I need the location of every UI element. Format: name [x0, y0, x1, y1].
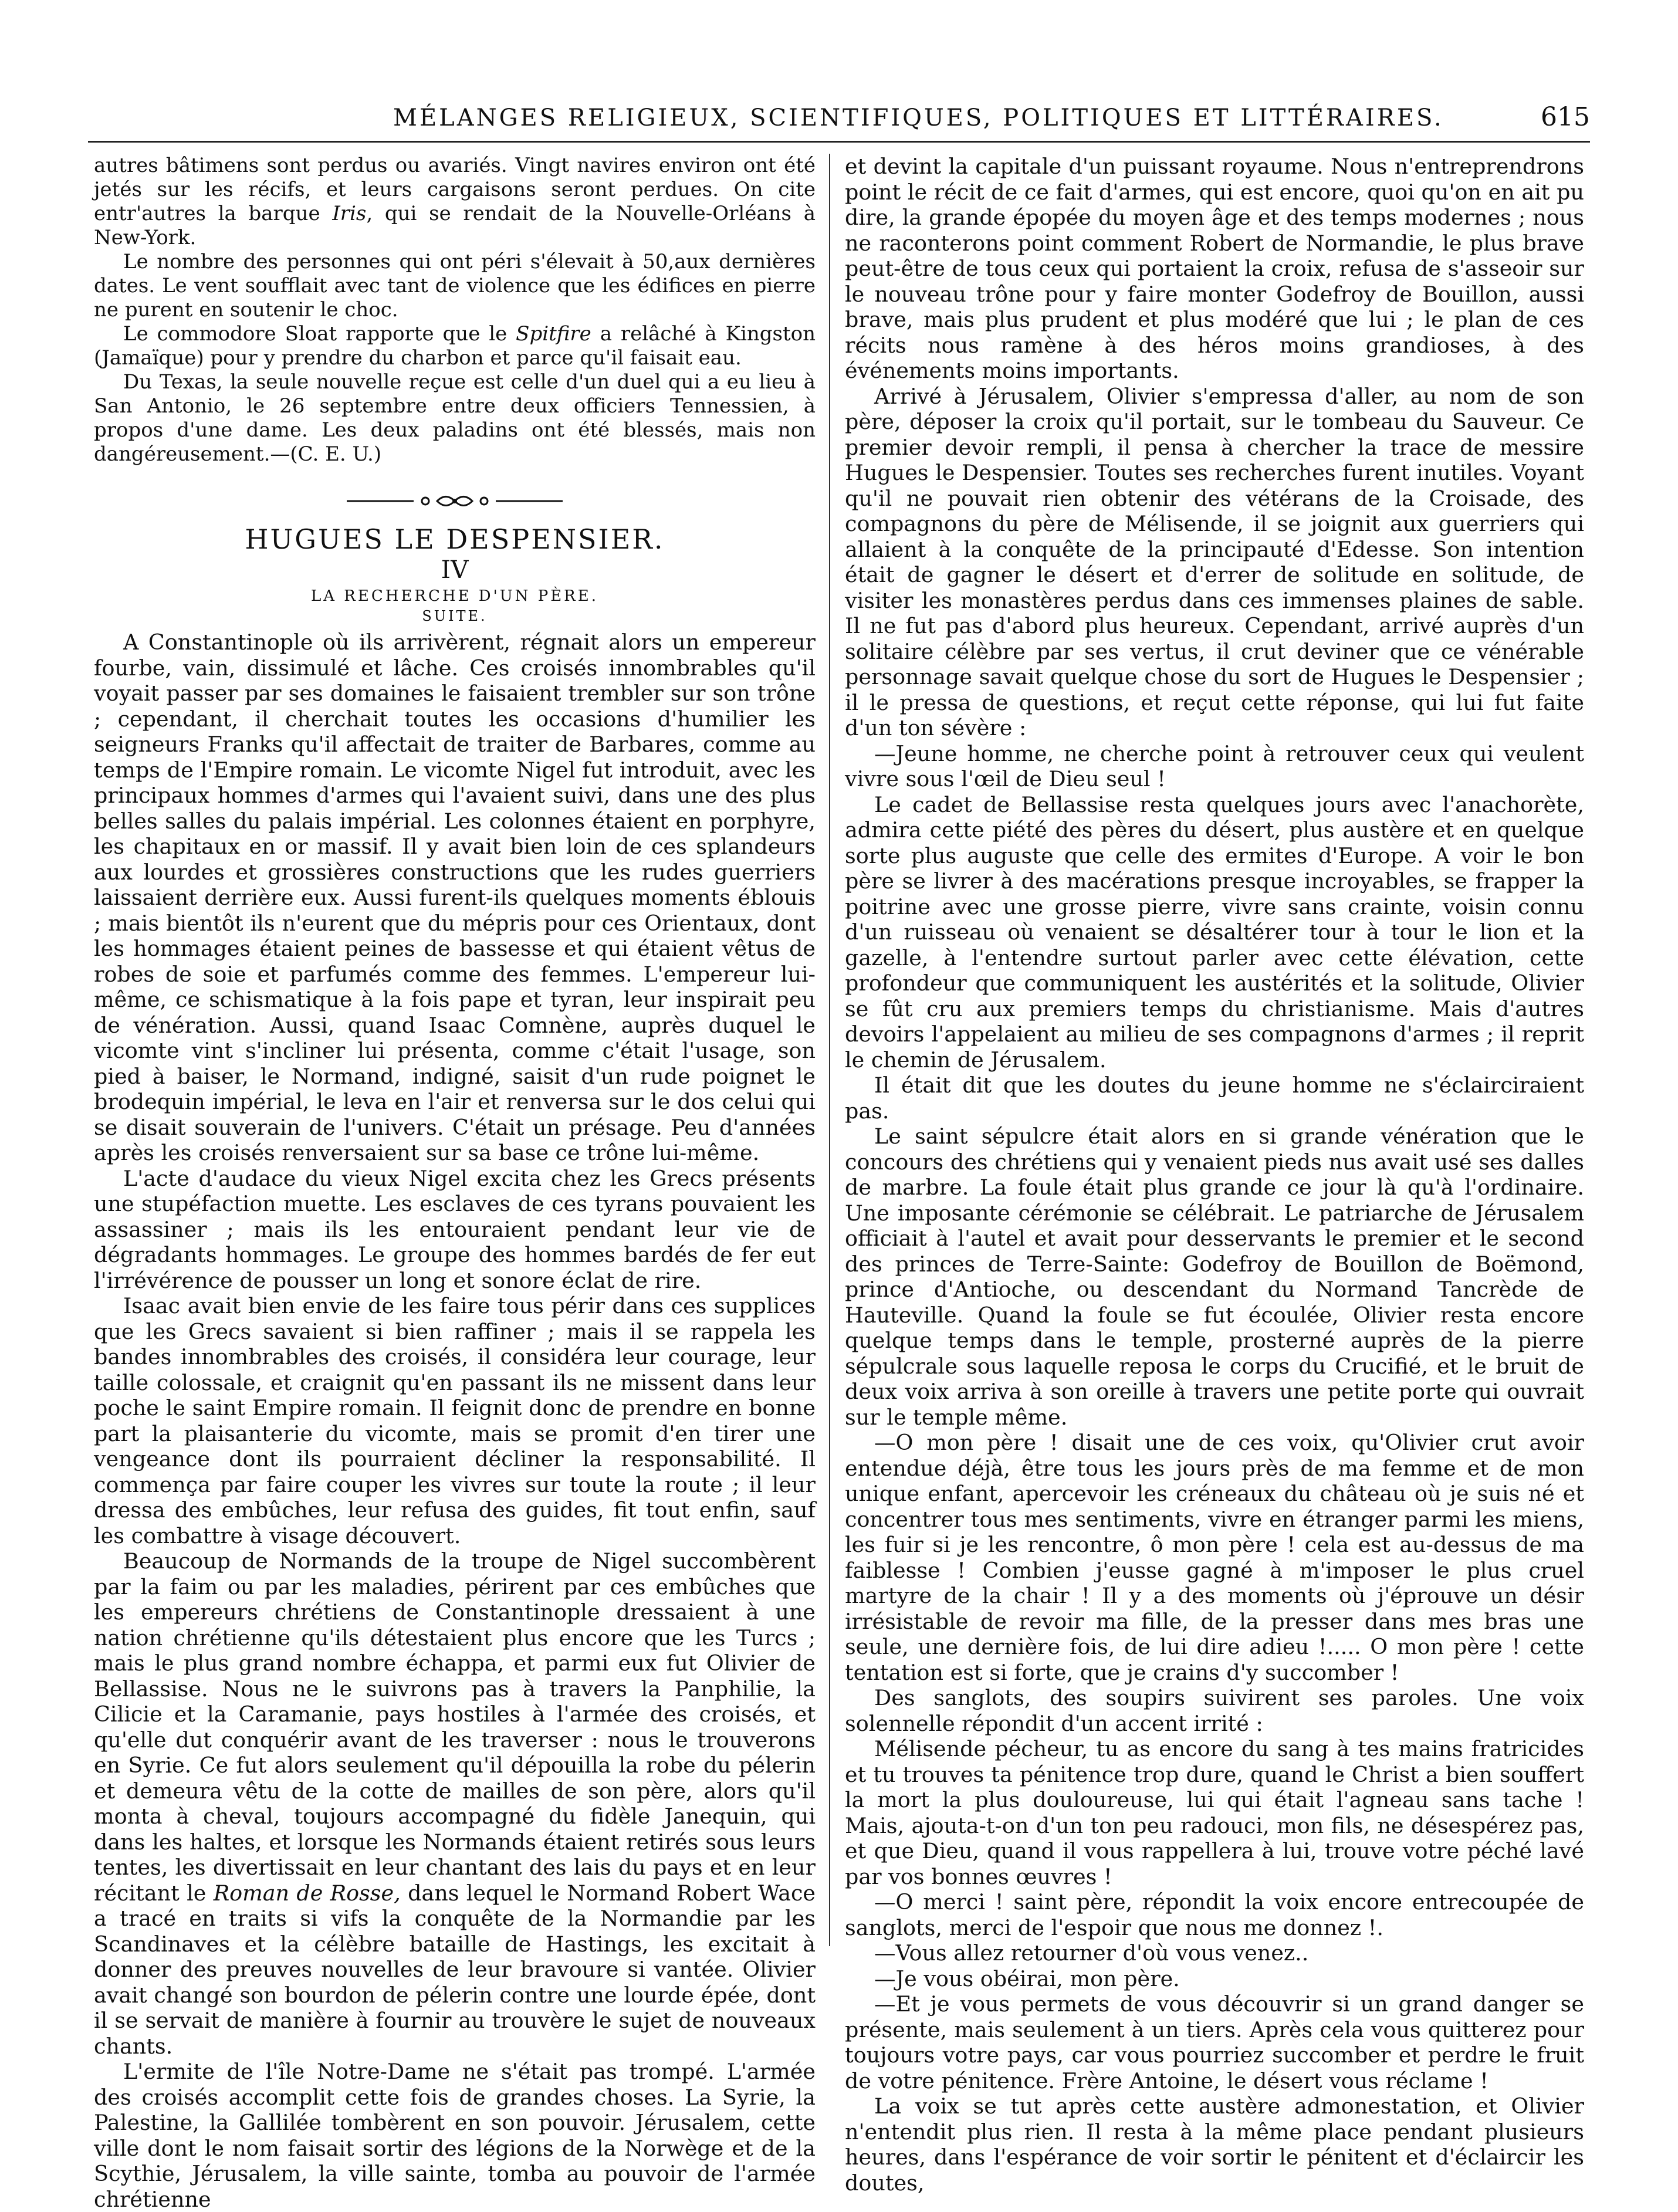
story-paragraph: Le cadet de Bellassise resta quelques jours avec l'anachorète, admira cette piété des pères du désert, plus austère et en quelque sorte plus auguste que celle des ermites d'Europe. A voir le bon père se livrer à des macérations presque incroyables, se frapper la poitrine avec une grosse pierre, vivre sans crainte, voisin connu d'un ruisseau où venaient se désaltérer tour à tour le lion et la gazelle, à l'entendre surtout parler avec cette élévation, cette profondeur que communiquent les austérités et la solitude, Olivier se fût cru aux premiers temps du christianisme. Mais d'autres devoirs l'appelaient au milieu de ses compagnons d'armes ; il reprit le chemin de Jérusalem. — [845, 792, 1584, 1073]
story-paragraph: et devint la capitale d'un puissant royaume. Nous n'entreprendrons point le récit de ce fait d'armes, qui est encore, quoi qu'on en ait pu dire, la grande épopée du moyen âge et des temps modernes ; nous ne raconterons point comment Robert de Normandie, le plus brave peut-être de tous ceux qui portaient la croix, refusa de s'asseoir sur le nouveau trône pour y faire monter Godefroy de Bouillon, aussi brave, mais plus prudent et plus modéré que lui ; le plan de ces récits nous ramène à des héros moins grandioses, à des événements moins importants. — [845, 154, 1584, 383]
ship-name: Iris — [332, 202, 367, 225]
story-paragraph: La voix se tut après cette austère admonestation, et Olivier n'entendit plus rien. Il resta à la même place pendant plusieurs heures, dans l'espérance de voir sortir le pénitent et d'éclaircir les doutes, — [845, 2093, 1584, 2196]
story-paragraph: L'ermite de l'île Notre-Dame ne s'était pas trompé. L'armée des croisés accomplit cette fois de grandes choses. La Syrie, la Palestine, la Gallilée tombèrent en son pouvoir. Jérusalem, cette ville dont le nom faisait sortir des légions de la Norwège et de la Scythie, Jérusalem, la ville sainte, tomba au pouvoir de l'armée chrétienne — [94, 2059, 816, 2212]
story-text: Beaucoup de Normands de la troupe de Nigel succombèrent par la faim ou par les maladies, périrent par ces embûches que les empereurs chrétiens de Constantinople dressaient à une nation chrétienne qu'ils détestaient plus encore que les Turcs ; mais le plus grand nombre échappa, et parmi eux fut Olivier de Bellassise. Nous ne le suivrons pas à travers la Panphilie, la Cilicie et la Caramanie, pays hostiles à l'armée des croisés, et qu'elle dut conquérir avant de les traverser : nous le trouverons en Syrie. Ce fut alors seulement qu'il dépouilla la robe du pélerin et demeura vêtu de la cotte de mailles de son père, alors qu'il monta à cheval, toujours accompagné du fidèle Janequin, qui dans les haltes, et lorsque les Normands étaient retirés sous leurs tentes, les divertissait en leur chantant des lais du pays et en leur récitant le — [94, 1548, 816, 1906]
ornament-divider — [94, 492, 816, 510]
story-title: HUGUES LE DESPENSIER. — [245, 523, 665, 555]
story-text: dans lequel le Normand Robert Wace a tracé en traits si vifs la conquête de la Normandie par les Scandinaves et la célèbre bataille de Hastings, les excitait à donner des preuves nouvelles de leur bravoure si vantée. Olivier avait changé son bourdon de pélerin contre une lourde épée, dont il se servait de manière à fournir au trouvère le sujet de nouveaux chants. — [94, 1880, 816, 2059]
left-column — [94, 154, 816, 2212]
story-paragraph: Isaac avait bien envie de les faire tous périr dans ces supplices que les Grecs savaient si bien raffiner ; mais il se rappela les bandes innombrables des croisés, il considéra leur courage, leur taille colossale, et craignit qu'en passant ils ne missent dans leur poche le saint Empire romain. Il feignit donc de prendre en bonne part la plaisanterie du vicomte, mais se promit d'en tirer une vengeance dont ils pourraient décliner la responsabilité. Il commença par faire couper les vivres sur toute la route ; il leur dressa des embûches, leur refusa des guides, fit tout enfin, sauf les combattre à visage découvert. — [94, 1293, 816, 1548]
story-paragraph: —O mon père ! disait une de ces voix, qu'Olivier crut avoir entendue déjà, être tous les jours près de ma femme et de mon unique enfant, apercevoir les créneaux du château où je suis né et concentrer tous mes sentiments, vivre en étranger parmi les miens, les fuir si je les rencontre, ô mon père ! cela est au-dessus de ma faiblesse ! Combien j'eusse gagné à m'imposer le plus cruel martyre de la chair ! Il y a des moments où j'éprouve un désir irrésistable de revoir ma fille, de la presser dans mes bras une seule, une dernière fois, de lui dire adieu !..... O mon père ! cette tentation est si forte, que je crains d'y succomber ! — [845, 1430, 1584, 1685]
chapter-title: LA RECHERCHE D'UN PÈRE. — [310, 587, 598, 605]
story-paragraph: Il était dit que les doutes du jeune homme ne s'éclairciraient pas. — [845, 1073, 1584, 1124]
news-text: a relâché à Kingston (Jamaïque) pour y prendre du charbon et parce qu'il faisait eau. — [94, 322, 816, 370]
story-paragraph: —Jeune homme, ne cherche point à retrouver ceux qui veulent vivre sous l'œil de Dieu seul ! — [845, 740, 1584, 792]
story-paragraph: L'acte d'audace du vieux Nigel excita chez les Grecs présents une stupéfaction muette. Les esclaves de ces tyrans pouvaient les assassiner ; mais ils les entouraient pendant leur vie de dégradants hommages. Le groupe des hommes bardés de fer eut l'irrévérence de pousser un long et sonore éclat de rire. — [94, 1165, 816, 1293]
news-paragraph — [94, 322, 816, 370]
story-paragraph: Arrivé à Jérusalem, Olivier s'empressa d'aller, au nom de son père, déposer la croix qu'il portait, sur le tombeau du Sauveur. Ce premier devoir rempli, il pensa à chercher la trace de messire Hugues le Despensier. Toutes ses recherches furent inutiles. Voyant qu'il ne pouvait rien obtenir des vétérans de la Croisade, des compagnons du père de Mélisende, il se joignit aux guerriers qui allaient à la conquête de la principauté d'Edesse. Son intention était de gagner le désert et d'errer de solitude en solitude, de visiter les monastères perdus dans ces immenses plaines de sable. Il ne fut pas d'abord plus heureux. Cependant, arrivé auprès d'un solitaire célèbre par ses vertus, il crut deviner que ce vénérable personnage savait quelque chose du sort de Hugues le Despensier ; il le pressa de questions, et reçut cette réponse, qui lui fut faite d'un ton sévère : — [845, 383, 1584, 740]
right-column — [845, 154, 1584, 2196]
story-paragraph: —O merci ! saint père, répondit la voix encore entrecoupée de sanglots, merci de l'espoir que nous me donnez !. — [845, 1889, 1584, 1940]
story-paragraph: —Et je vous permets de vous découvrir si un grand danger se présente, mais seulement à un tiers. Après cela vous quitterez pour toujours votre pays, car vous pourriez succomber et perdre le fruit de votre pénitence. Frère Antoine, le désert vous réclame ! — [845, 1991, 1584, 2093]
ship-name: Spitfire — [516, 322, 591, 346]
story-paragraph: —Vous allez retourner d'où vous venez.. — [874, 1940, 1309, 1966]
book-title: Roman de Rosse, — [213, 1880, 401, 1906]
news-paragraph: Du Texas, la seule nouvelle reçue est celle d'un duel qui a eu lieu à San Antonio, le 26 septembre entre deux officiers Tennessien, à propos d'une dame. Les deux paladins ont été blessés, mais non dangéreusement.—(C. E. U.) — [94, 370, 816, 466]
chapter-number: IV — [441, 555, 469, 584]
news-text: Le commodore Sloat rapporte que le — [123, 322, 516, 346]
story-paragraph — [94, 1548, 816, 2059]
page-number: 615 — [1541, 102, 1590, 132]
story-paragraph: Mélisende pécheur, tu as encore du sang à tes mains fratricides et tu trouves ta pénitence trop dure, quand le Christ a bien souffert la mort la plus douloureuse, lui qui était l'agneau sans tache ! Mais, ajouta-t-on d'un ton peu radouci, mon fils, ne désespérez pas, et que Dieu, quand il vous rappellera à lui, trouve votre péché lavé par vos bonnes œuvres ! — [845, 1736, 1584, 1889]
column-divider — [829, 154, 830, 1946]
story-paragraph: A Constantinople où ils arrivèrent, régnait alors un empereur fourbe, vain, dissimulé et lâche. Ces croisés innombrables qu'il voyait passer par ses domaines le faisaient trembler sur son trône ; cependant, il cherchait toutes les occasions d'humilier les seigneurs Franks qu'il affectait de traiter de Barbares, comme au temps de l'Empire romain. Le vicomte Nigel fut introduit, avec les principaux hommes d'armes qui l'avaient suivi, dans une des plus belles salles du palais impérial. Les colonnes étaient en porphyre, les chapitaux en or massif. Il y avait bien loin de ces splandeurs aux lourdes et grossières constructions que les rudes guerriers laissaient derrière eux. Aussi furent-ils quelques moments éblouis ; mais bientôt ils n'eurent que du mépris pour ces Orientaux, dont les hommages étaient peines de bassesse et qui étaient vêtus de robes de soie et parfumés comme des femmes. L'empereur lui-même, ce schismatique à la fois pape et tyran, leur inspirait peu de vénération. Aussi, quand Isaac Comnène, auprès duquel le vicomte vint s'incliner lui présenta, comme c'était l'usage, son pied à baiser, le Normand, indigné, saisit d'un rude poignet le brodequin impérial, le leva en l'air et renversa sur le dos celui qui se disait souverain de l'univers. C'était un présage. Peu d'années après les croisés renversaient sur sa base ce trône lui-même. — [94, 630, 816, 1165]
news-text: , qui se rendait de la Nouvelle-Orléans à New-York. — [94, 202, 816, 249]
story-paragraph: Des sanglots, des soupirs suivirent ses paroles. Une voix solennelle répondit d'un accent irrité : — [845, 1685, 1584, 1736]
news-paragraph: Le nombre des personnes qui ont péri s'élevait à 50,aux dernières dates. Le vent soufflait avec tant de violence que les édifices en pierre ne purent en soutenir le choc. — [94, 250, 816, 322]
news-paragraph — [94, 154, 816, 250]
running-title: MÉLANGES RELIGIEUX, SCIENTIFIQUES, POLITIQUES ET LITTÉRAIRES. — [393, 104, 1444, 131]
running-header — [88, 100, 1590, 143]
story-paragraph: —Je vous obéirai, mon père. — [874, 1966, 1180, 1991]
news-text: autres bâtimens sont perdus ou avariés. Vingt navires environ ont été jetés sur les récifs, et leurs cargaisons seront perdues. On cite entr'autres la barque — [94, 154, 816, 225]
story-paragraph: Le saint sépulcre était alors en si grande vénération que le concours des chrétiens qui y venaient pieds nus avait usé ses dalles de marbre. La foule était plus grande ce jour là qu'à l'ordinaire. Une imposante cérémonie se célébrait. Le patriarche de Jérusalem officiait à l'autel et avait pour desservants le premier et le second des princes de Terre-Sainte: Godefroy de Bouillon de Boëmond, prince d'Antioche, ou descendant du Normand Tancrède de Hauteville. Quand la foule se fut écoulée, Olivier resta encore quelque temps dans le temple, prosterné auprès de la pierre sépulcrale sous laquelle reposa le corps du Crucifié, et le bruit de deux voix arriva à son oreille à travers une petite porte qui ouvrait sur le temple même. — [845, 1124, 1584, 1430]
ornament-icon — [343, 492, 566, 510]
continued-note: SUITE. — [422, 608, 488, 624]
